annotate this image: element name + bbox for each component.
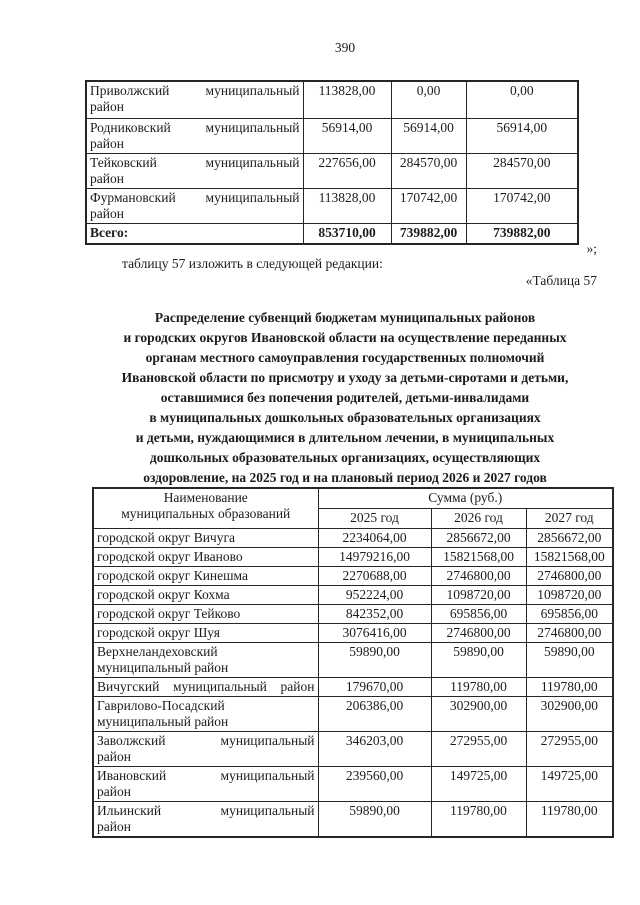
amount-cell: 2270688,00	[318, 566, 431, 585]
title-line: и городских округов Ивановской области на осуществление переданных	[123, 330, 567, 345]
municipality-name-cell: городской округ Кинешма	[93, 566, 318, 585]
municipality-name-cell: Ильинский муниципальный район	[93, 801, 318, 837]
table-row	[93, 528, 613, 547]
amount-cell: 2856672,00	[526, 528, 613, 547]
name-word: муниципальный	[220, 767, 315, 783]
table-row	[86, 188, 578, 223]
table-row	[86, 81, 578, 118]
municipality-name-cell: городской округ Шуя	[93, 623, 318, 642]
amount-cell: 284570,00	[391, 153, 466, 188]
title-line: в муниципальных дошкольных образовательных организациях	[149, 410, 541, 425]
amount-cell: 0,00	[466, 81, 578, 118]
amount-cell: 2746800,00	[431, 623, 526, 642]
title-line: и детьми, нуждающимися в длительном лечении, в муниципальных	[135, 430, 555, 445]
document-title	[35, 308, 640, 488]
municipality-name-cell: городской округ Вичуга	[93, 528, 318, 547]
amount-cell: 2234064,00	[318, 528, 431, 547]
amount-cell: 853710,00	[303, 223, 391, 244]
amount-cell: 2746800,00	[526, 623, 613, 642]
amount-cell: 206386,00	[318, 696, 431, 731]
amount-cell: 302900,00	[431, 696, 526, 731]
amount-cell: 113828,00	[303, 188, 391, 223]
table-57-label: «Таблица 57	[525, 273, 597, 288]
amount-cell: 0,00	[391, 81, 466, 118]
amount-cell: 56914,00	[391, 118, 466, 153]
name-word: Родниковский	[90, 119, 171, 135]
amount-cell: 59890,00	[431, 642, 526, 677]
municipality-name-cell: Тейковский муниципальный район	[86, 153, 303, 188]
name-word: муниципальный	[205, 83, 300, 98]
amount-cell: 119780,00	[526, 677, 613, 696]
name-word: муниципальный	[220, 732, 315, 748]
amount-cell: 59890,00	[526, 642, 613, 677]
amount-cell: 59890,00	[318, 801, 431, 837]
amount-cell: 170742,00	[391, 188, 466, 223]
table-row	[86, 153, 578, 188]
amount-cell: 119780,00	[526, 801, 613, 837]
table-row	[93, 696, 613, 731]
title-line: оставшимися без попечения родителей, детьми-инвалидами	[160, 390, 530, 405]
table-row	[93, 604, 613, 623]
municipality-name-cell: Приволжский муниципальный район	[86, 81, 303, 118]
table-row	[93, 623, 613, 642]
municipality-name-cell: Фурмановский муниципальный район	[86, 188, 303, 223]
municipality-name-cell	[93, 677, 318, 696]
amount-cell: 149725,00	[431, 766, 526, 801]
name-word: Тейковский	[90, 154, 157, 170]
title-line: дошкольных образовательных организациях, осуществляющих	[149, 450, 541, 465]
table-row	[93, 801, 613, 837]
name-word: Приволжский	[90, 83, 170, 98]
amount-cell: 2746800,00	[431, 566, 526, 585]
header-name-cell: Наименование муниципальных образований	[93, 488, 318, 528]
table-row	[93, 642, 613, 677]
amount-cell: 56914,00	[466, 118, 578, 153]
table-row	[93, 677, 613, 696]
name-word: Фурмановский	[90, 189, 176, 205]
name-word: Ильинский	[97, 802, 162, 818]
name-word: муниципальный	[172, 678, 267, 694]
table-row	[93, 566, 613, 585]
subvention-table-top	[85, 80, 579, 245]
amount-cell: 272955,00	[431, 731, 526, 766]
amount-cell: 346203,00	[318, 731, 431, 766]
amount-cell: 1098720,00	[526, 585, 613, 604]
title-line: органам местного самоуправления государственных полномочий	[145, 350, 545, 365]
amount-cell: 15821568,00	[526, 547, 613, 566]
header-year-cell: 2025 год	[318, 508, 431, 528]
header-row	[93, 488, 613, 508]
amount-cell: 119780,00	[431, 801, 526, 837]
amount-cell: 952224,00	[318, 585, 431, 604]
municipality-name-cell: Верхнеландеховский муниципальный район	[93, 642, 318, 677]
name-word: муниципальный	[205, 154, 300, 170]
amendment-text: таблицу 57 изложить в следующей редакции:	[122, 256, 383, 271]
name-word: муниципальный	[220, 802, 315, 818]
amount-cell: 2856672,00	[431, 528, 526, 547]
table-row	[93, 766, 613, 801]
municipality-name-cell: Всего:	[86, 223, 303, 244]
header-year-cell: 2026 год	[431, 508, 526, 528]
closing-quote-mark: »;	[586, 241, 597, 256]
amount-cell: 1098720,00	[431, 585, 526, 604]
amount-cell: 227656,00	[303, 153, 391, 188]
municipality-name-cell: Ивановский муниципальный район	[93, 766, 318, 801]
municipality-name-cell: городской округ Иваново	[93, 547, 318, 566]
amount-cell: 15821568,00	[431, 547, 526, 566]
name-word: муниципальный	[205, 189, 300, 205]
name-word: Вичугский	[97, 678, 160, 694]
table-row	[93, 585, 613, 604]
amount-cell: 842352,00	[318, 604, 431, 623]
amount-cell: 739882,00	[391, 223, 466, 244]
name-word: Заволжский	[97, 732, 166, 748]
name-word: муниципальный	[205, 119, 300, 135]
amount-cell: 695856,00	[431, 604, 526, 623]
subvention-table-57	[92, 487, 614, 838]
municipality-name-cell: городской округ Тейково	[93, 604, 318, 623]
amount-cell: 239560,00	[318, 766, 431, 801]
amount-cell: 170742,00	[466, 188, 578, 223]
amount-cell: 695856,00	[526, 604, 613, 623]
municipality-name-cell: городской округ Кохма	[93, 585, 318, 604]
header-year-cell: 2027 год	[526, 508, 613, 528]
amount-cell: 2746800,00	[526, 566, 613, 585]
name-word: район	[280, 678, 315, 694]
amount-cell: 149725,00	[526, 766, 613, 801]
amount-cell: 59890,00	[318, 642, 431, 677]
name-word: Ивановский	[97, 767, 167, 783]
table-row	[93, 547, 613, 566]
title-line: Распределение субвенций бюджетам муниципальных районов	[154, 310, 536, 325]
amount-cell: 14979216,00	[318, 547, 431, 566]
municipality-name-cell: Гаврилово-Посадский муниципальный район	[93, 696, 318, 731]
title-line: оздоровление, на 2025 год и на плановый период 2026 и 2027 годов	[143, 470, 547, 485]
amount-cell: 272955,00	[526, 731, 613, 766]
amount-cell: 179670,00	[318, 677, 431, 696]
amount-cell: 56914,00	[303, 118, 391, 153]
amount-cell: 3076416,00	[318, 623, 431, 642]
amount-cell: 284570,00	[466, 153, 578, 188]
municipality-name-cell: Заволжский муниципальный район	[93, 731, 318, 766]
amount-cell: 113828,00	[303, 81, 391, 118]
table-row	[93, 731, 613, 766]
page-number: 390	[334, 40, 356, 55]
table-row	[86, 118, 578, 153]
amount-cell: 302900,00	[526, 696, 613, 731]
title-line: Ивановской области по присмотру и уходу за детьми-сиротами и детьми,	[121, 370, 569, 385]
amount-cell: 119780,00	[431, 677, 526, 696]
amount-cell: 739882,00	[466, 223, 578, 244]
header-sum-cell: Сумма (руб.)	[318, 488, 613, 508]
municipality-name-cell: Родниковский муниципальный район	[86, 118, 303, 153]
